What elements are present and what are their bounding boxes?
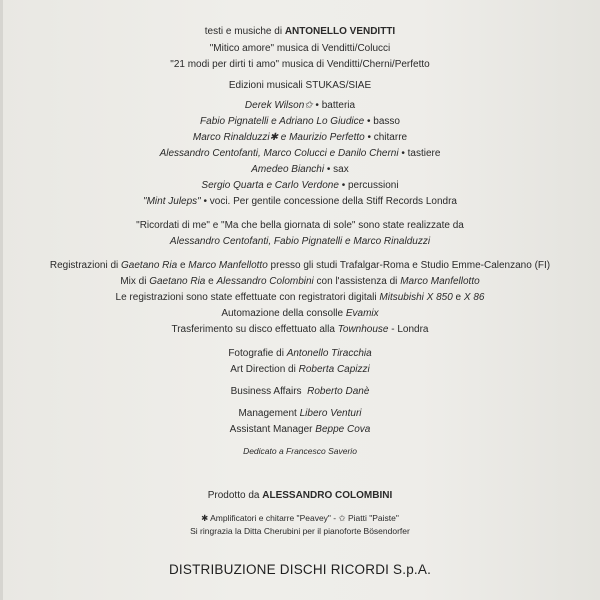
ricordati-line: "Ricordati di me" e "Ma che bella giornata di sole" sono state realizzate da xyxy=(136,220,464,231)
business-affairs-credit: Business Affairs Roberto Danè xyxy=(230,386,370,397)
mitico-amore-credit: "Mitico amore" musica di Venditti/Colucci xyxy=(209,43,391,54)
console-automation-line: Automazione della consolle Evamix xyxy=(221,308,379,319)
assistant-manager-credit: Assistant Manager Beppe Cova xyxy=(229,424,371,435)
musician-drums: Derek Wilson✩ • batteria xyxy=(244,100,356,111)
musician-percussion: Sergio Quarta e Carlo Verdone • percussioni xyxy=(201,180,399,191)
publisher-line: Edizioni musicali STUKAS/SIAE xyxy=(228,80,372,91)
photography-credit: Fotografie di Antonello Tiracchia xyxy=(228,348,372,359)
artist-name: ANTONELLO VENDITTI xyxy=(284,26,396,37)
musician-vocals: "Mint Juleps" • voci. Per gentile concessione della Stiff Records Londra xyxy=(143,196,457,207)
producer-name: ALESSANDRO COLOMBINI xyxy=(262,490,393,501)
producer-credit: Prodotto da ALESSANDRO COLOMBINI xyxy=(207,490,393,501)
equipment-footnote: ✱ Amplificatori e chitarre "Peavey" - ✩ Piatti "Paiste" xyxy=(201,513,399,523)
ventuno-modi-credit: "21 modi per dirti ti amo" musica di Venditti/Cherni/Perfetto xyxy=(170,59,430,70)
musician-guitars: Marco Rinalduzzi✱ e Maurizio Perfetto • chitarre xyxy=(192,132,408,143)
musician-sax: Amedeo Bianchi • sax xyxy=(251,164,349,175)
management-credit: Management Libero Venturi xyxy=(238,408,362,419)
mix-line: Mix di Gaetano Ria e Alessandro Colombini con l'assistenza di Marco Manfellotto xyxy=(120,276,480,287)
art-direction-credit: Art Direction di Roberta Capizzi xyxy=(230,364,370,375)
musician-bass: Fabio Pignatelli e Adriano Lo Giudice • basso xyxy=(200,116,400,127)
piano-thanks: Si ringrazia la Ditta Cherubini per il pianoforte Bösendorfer xyxy=(190,526,410,536)
composer-line: testi e musiche di ANTONELLO VENDITTI xyxy=(204,26,396,37)
musician-keyboards: Alessandro Centofanti, Marco Colucci e Danilo Cherni • tastiere xyxy=(159,148,441,159)
ricordati-producers: Alessandro Centofanti, Fabio Pignatelli e Marco Rinalduzzi xyxy=(169,236,431,247)
dedication: Dedicato a Francesco Saverio xyxy=(243,446,357,456)
digital-recorders-line: Le registrazioni sono state effettuate con registratori digitali Mitsubishi X 850 e X 86 xyxy=(115,292,485,303)
recording-line: Registrazioni di Gaetano Ria e Marco Manfellotto presso gli studi Trafalgar-Roma e Studio Emme-Calenzano (FI) xyxy=(49,260,551,271)
disc-transfer-line: Trasferimento su disco effettuato alla Townhouse - Londra xyxy=(171,324,429,335)
distribution-label: DISTRIBUZIONE DISCHI RICORDI S.p.A. xyxy=(168,562,432,577)
